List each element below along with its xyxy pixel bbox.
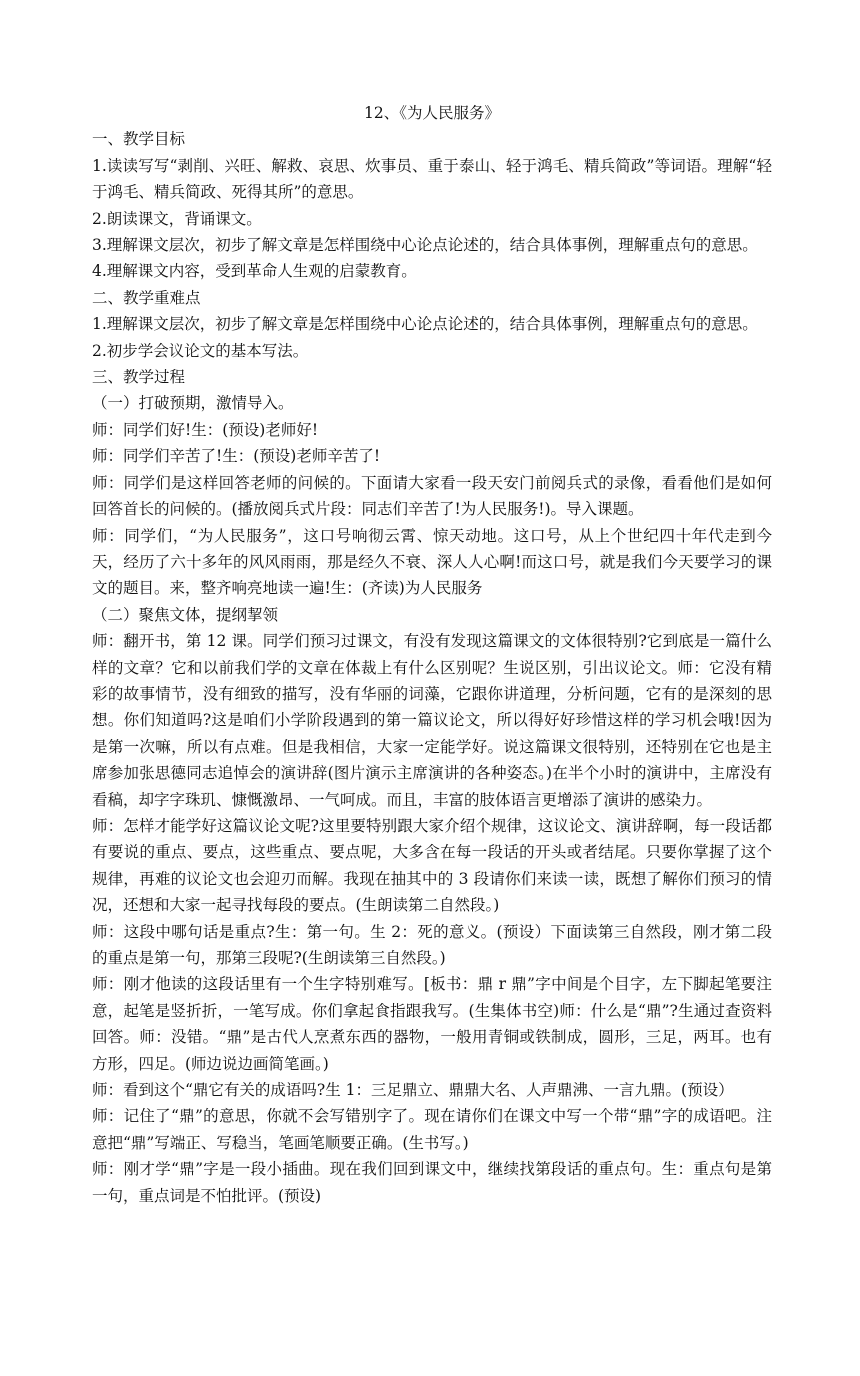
paragraph: 师：同学们是这样回答老师的问候的。下面请大家看一段天安门前阅兵式的录像，看看他们是如何回答首长的问候的。(播放阅兵式片段：同志们辛苦了!为人民服务!)。导入课题。 xyxy=(92,473,772,519)
paragraph: 2.初步学会议论文的基本写法。 xyxy=(92,341,309,360)
paragraph: 师：记住了“鼎”的意思，你就不会写错别字了。现在请你们在课文中写一个带“鼎”字的成语吧。注意把“鼎”写端正、写稳当，笔画笔顺要正确。(生书写。) xyxy=(92,1107,772,1152)
paragraph: 3.理解课文层次，初步了解文章是怎样围绕中心论点论述的，结合具体事例，理解重点句的意思。 xyxy=(92,236,758,255)
document-title: 12、《为人民服务》 xyxy=(364,104,500,122)
paragraph: 二、教学重难点 xyxy=(92,288,201,307)
paragraph: （二）聚焦文体，提纲挈领 xyxy=(92,605,279,624)
paragraph: 师：翻开书，第 12 课。同学们预习过课文，有没有发现这篇课文的文体很特别?它到底是一篇什么样的文章？它和以前我们学的文章在体裁上有什么区别呢？生说区别，引出议论文。师：它没有精彩的故事情节，没有细致的描写，没有华丽的词藻，它跟你讲道理，分析问题，它有的是深刻的思想。你们知道吗?这是咱们小学阶段遇到的第一篇议论文，所以得好好珍惜这样的学习机会哦!因为是第一次嘛，所以有点难。但是我相信，大家一定能学好。说这篇课文很特别，还特别在它也是主席参加张思德同志追悼会的演讲辞(图片演示主席演讲的各种姿态。)在半个小时的演讲中，主席没有看稿，却字字珠玑、慷慨激昂、一气呵成。而且，丰富的肢体语言更增添了演讲的感染力。 xyxy=(92,632,772,809)
document-body xyxy=(92,126,772,1209)
paragraph: （一）打破预期，激情导入。 xyxy=(92,394,294,413)
paragraph: 4.理解课文内容，受到革命人生观的启蒙教育。 xyxy=(92,262,417,281)
paragraph: 师：同学们辛苦了!生：(预设)老师辛苦了! xyxy=(92,447,381,466)
paragraph: 师：刚才他读的这段话里有一个生字特别难写。[板书：鼎 r 鼎”字中间是个目字，左下脚起笔要注意，起笔是竖折折，一笔写成。你们拿起食指跟我写。(生集体书空)师：什么是“鼎”?生通过查资料回答。师：没错。“鼎”是古代人烹煮东西的器物，一般用青铜或铁制成，圆形，三足，两耳。也有方形，四足。(师边说边画简笔画。) xyxy=(92,975,772,1073)
paragraph: 1.理解课文层次，初步了解文章是怎样围绕中心论点论述的，结合具体事例，理解重点句的意思。 xyxy=(92,315,758,334)
paragraph: 一、教学目标 xyxy=(92,130,186,149)
paragraph: 师：看到这个“鼎它有关的成语吗?生 1：三足鼎立、鼎鼎大名、人声鼎沸、一言九鼎。(预设） xyxy=(92,1081,734,1100)
paragraph: 师：刚才学“鼎”字是一段小插曲。现在我们回到课文中，继续找第段话的重点句。生：重点句是第一句，重点词是不怕批评。(预设) xyxy=(92,1160,772,1205)
paragraph: 1.读读写写“剥削、兴旺、解救、哀思、炊事员、重于泰山、轻于鸿毛、精兵简政”等词语。理解“轻于鸿毛、精兵简政、死得其所”的意思。 xyxy=(92,156,772,202)
paragraph: 2.朗读课文，背诵课文。 xyxy=(92,209,262,228)
paragraph: 师：怎样才能学好这篇议论文呢?这里要特别跟大家介绍个规律，这议论文、演讲辞啊，每一段话都有要说的重点、要点，这些重点、要点呢，大多含在每一段话的开头或者结尾。只要你掌握了这个规律，再难的议论文也会迎刃而解。我现在抽其中的 3 段请你们来读一读，既想了解你们预习的情况，还想和大家一起寻找每段的要点。(生朗读第二自然段。) xyxy=(92,816,772,915)
document-page xyxy=(92,100,772,1209)
paragraph: 三、教学过程 xyxy=(92,368,186,387)
paragraph: 师：同学们好!生：(预设)老师好! xyxy=(92,420,319,439)
paragraph: 师：同学们，“为人民服务”，这口号响彻云霄、惊天动地。这口号，从上个世纪四十年代走到今天，经历了六十多年的风风雨雨，那是经久不衰、深人人心啊!而这口号，就是我们今天要学习的课文的题目。来，整齐响亮地读一遍!生：(齐读)为人民服务 xyxy=(92,526,772,598)
paragraph: 师：这段中哪句话是重点?生：第一句。生 2：死的意义。(预设）下面读第三自然段，刚才第二段的重点是第一句，那第三段呢?(生朗读第三自然段。) xyxy=(92,922,772,967)
